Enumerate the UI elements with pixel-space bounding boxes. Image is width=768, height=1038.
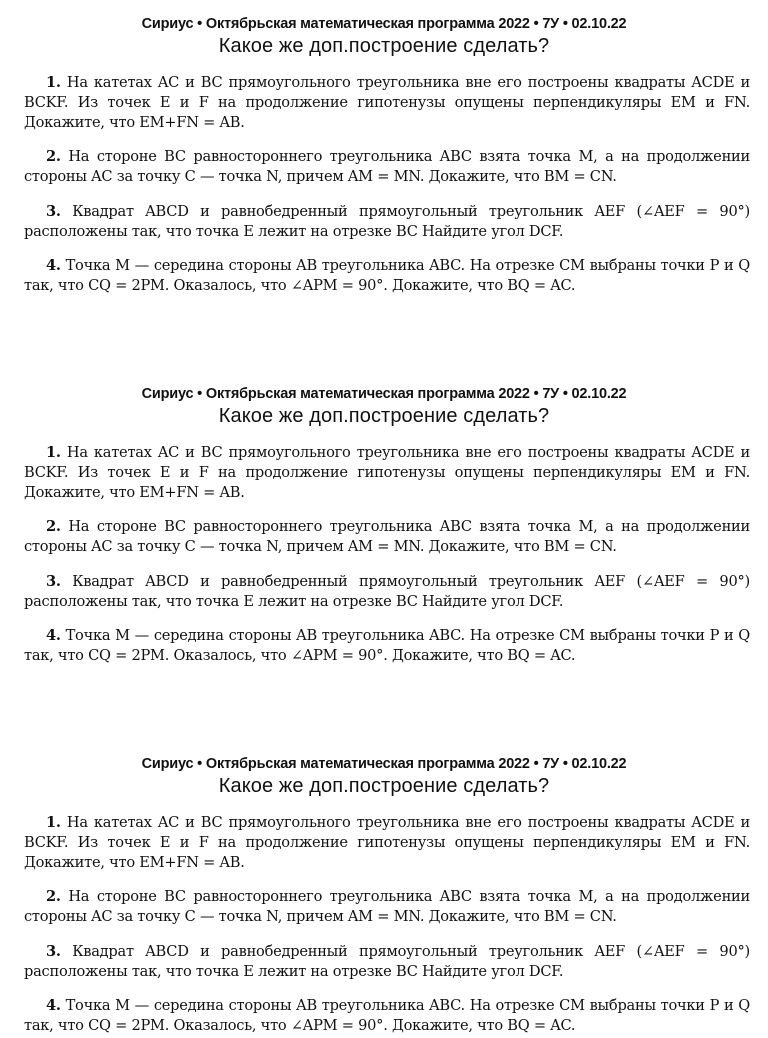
problem-text: На стороне BC равностороннего треугольника ABC взята точка M, а на продолжении стороны AC за точку C — точка N, причем AM = MN. Докажите, что BM = CN. xyxy=(24,518,751,556)
worksheet-header: Сириус • Октябрьская математическая программа 2022 • 7У • 02.10.22 xyxy=(141,16,627,32)
problem-text: На катетах AC и BC прямоугольного треугольника вне его построены квадраты ACDE и BCKF. Из точек E и F на продолжение гипотенузы опущены перпендикуляры EM и FN. Докажите, что EM+FN = AB. xyxy=(24,813,751,871)
worksheet-title: Какое же доп.построение сделать? xyxy=(218,35,550,57)
problem-number: 1. xyxy=(46,443,61,461)
problem-1 xyxy=(24,443,750,503)
problem-2 xyxy=(24,147,750,187)
problem-text: На стороне BC равностороннего треугольника ABC взята точка M, а на продолжении стороны AC за точку C — точка N, причем AM = MN. Докажите, что BM = CN. xyxy=(24,888,751,926)
problem-number: 3. xyxy=(46,572,61,590)
problem-text: Точка M — середина стороны AB треугольника ABC. На отрезке CM выбраны точки P и Q так, что CQ = 2PM. Оказалось, что ∠APM = 90°. Докажите, что BQ = AC. xyxy=(24,627,750,665)
problem-number: 4. xyxy=(46,627,61,645)
problem-text: Квадрат ABCD и равнобедренный прямоугольный треугольник AEF (∠AEF = 90°) расположены так, что точка E лежит на отрезке BC Найдите угол DCF. xyxy=(24,202,750,240)
problem-3 xyxy=(24,942,750,982)
problem-text: Квадрат ABCD и равнобедренный прямоугольный треугольник AEF (∠AEF = 90°) расположены так, что точка E лежит на отрезке BC Найдите угол DCF. xyxy=(24,572,750,610)
problem-number: 2. xyxy=(46,518,61,536)
problem-1 xyxy=(24,73,750,133)
problem-number: 3. xyxy=(46,202,61,220)
problem-2 xyxy=(24,887,750,927)
problem-text: На катетах AC и BC прямоугольного треугольника вне его построены квадраты ACDE и BCKF. Из точек E и F на продолжение гипотенузы опущены перпендикуляры EM и FN. Докажите, что EM+FN = AB. xyxy=(24,73,751,131)
problem-4 xyxy=(24,626,750,666)
problem-number: 1. xyxy=(46,813,61,831)
problem-3 xyxy=(24,202,750,242)
problem-number: 1. xyxy=(46,73,61,91)
problem-1 xyxy=(24,813,750,873)
problem-2 xyxy=(24,517,750,557)
problem-3 xyxy=(24,572,750,612)
worksheet-copy xyxy=(0,14,768,298)
problem-number: 2. xyxy=(46,888,61,906)
problem-4 xyxy=(24,256,750,296)
problem-text: Точка M — середина стороны AB треугольника ABC. На отрезке CM выбраны точки P и Q так, что CQ = 2PM. Оказалось, что ∠APM = 90°. Докажите, что BQ = AC. xyxy=(24,257,750,295)
problem-text: Квадрат ABCD и равнобедренный прямоугольный треугольник AEF (∠AEF = 90°) расположены так, что точка E лежит на отрезке BC Найдите угол DCF. xyxy=(24,942,750,980)
worksheet-title: Какое же доп.построение сделать? xyxy=(218,405,550,427)
worksheet-copy xyxy=(0,754,768,1038)
problem-4 xyxy=(24,996,750,1036)
problem-number: 4. xyxy=(46,257,61,275)
problem-text: Точка M — середина стороны AB треугольника ABC. На отрезке CM выбраны точки P и Q так, что CQ = 2PM. Оказалось, что ∠APM = 90°. Докажите, что BQ = AC. xyxy=(24,997,750,1035)
worksheet-header: Сириус • Октябрьская математическая программа 2022 • 7У • 02.10.22 xyxy=(141,386,627,402)
worksheet-copy xyxy=(0,384,768,668)
problem-number: 4. xyxy=(46,997,61,1015)
problem-number: 3. xyxy=(46,942,61,960)
problem-text: На стороне BC равностороннего треугольника ABC взята точка M, а на продолжении стороны AC за точку C — точка N, причем AM = MN. Докажите, что BM = CN. xyxy=(24,148,751,186)
problem-number: 2. xyxy=(46,148,61,166)
problem-text: На катетах AC и BC прямоугольного треугольника вне его построены квадраты ACDE и BCKF. Из точек E и F на продолжение гипотенузы опущены перпендикуляры EM и FN. Докажите, что EM+FN = AB. xyxy=(24,443,751,501)
worksheet-title: Какое же доп.построение сделать? xyxy=(218,775,550,797)
worksheet-header: Сириус • Октябрьская математическая программа 2022 • 7У • 02.10.22 xyxy=(141,756,627,772)
